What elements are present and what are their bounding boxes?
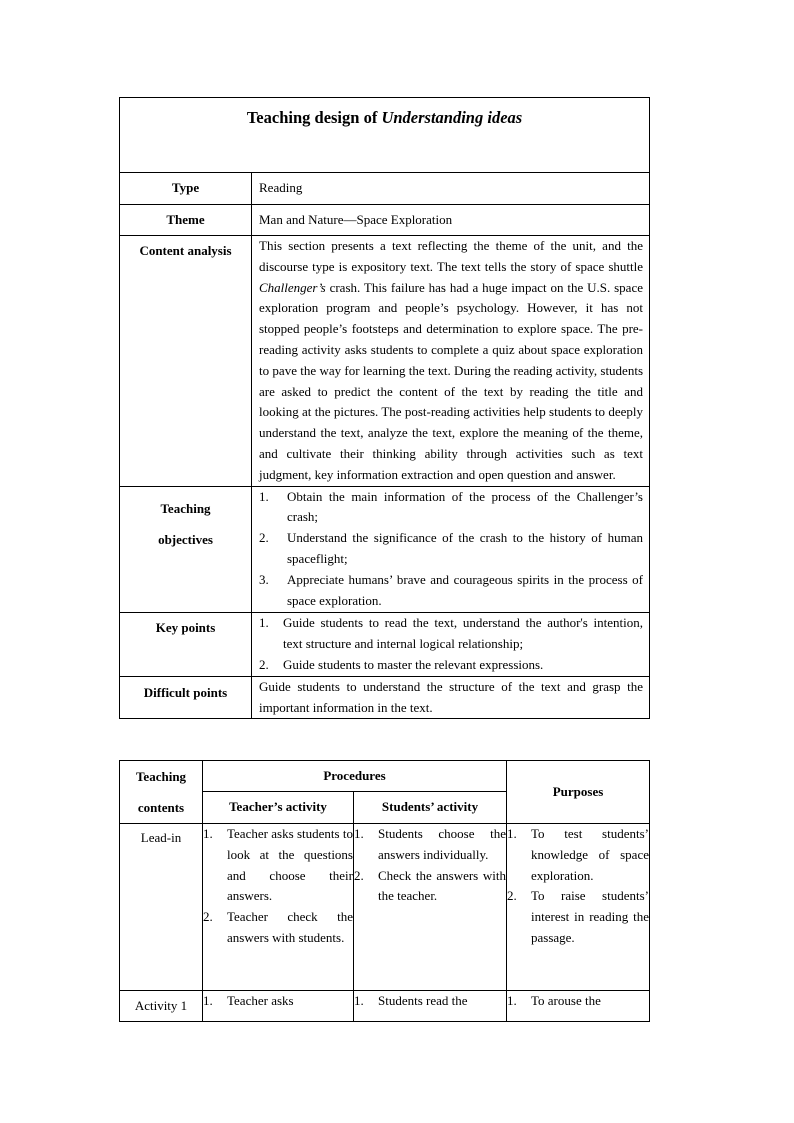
difficult-points-value: Guide students to understand the structure of the text and grasp the important information in the text. bbox=[252, 676, 650, 719]
theme-label: Theme bbox=[120, 205, 252, 236]
type-value: Reading bbox=[252, 173, 650, 205]
list-item: 2. Check the answers with the teacher. bbox=[354, 867, 506, 904]
lead-in-purposes bbox=[507, 824, 650, 991]
activity-1-label: Activity 1 bbox=[120, 991, 203, 1022]
list-item: 1. Students read the bbox=[354, 993, 468, 1008]
title-italic: Understanding ideas bbox=[381, 108, 523, 127]
content-part-2: crash. This failure has had a huge impact on the U.S. space exploration program and people’s psychology. However, it has not stopped people’s footsteps and determination to explore space. The pre-reading activity asks students to complete a quiz about space exploration to pave the way for learning the text. During the reading activity, students are asked to predict the content of the text by reading the title and looking at the pictures. The post-reading activities help students to deeply understand the text, analyze the text, explore the meaning of the theme, and cultivate their thinking ability through activities such as text judgment, key information extraction and open question and answer. bbox=[259, 279, 643, 482]
purposes-header: Purposes bbox=[507, 761, 650, 824]
content-analysis-label: Content analysis bbox=[120, 236, 252, 487]
list-item: 1. Teacher asks bbox=[203, 993, 294, 1008]
lead-in-teacher bbox=[203, 824, 354, 991]
content-analysis-row bbox=[120, 236, 650, 487]
key-points-row bbox=[120, 613, 650, 676]
list-item: 1. To test students’ knowledge of space exploration. bbox=[507, 826, 649, 883]
objectives-list bbox=[259, 487, 643, 612]
difficult-points-label: Difficult points bbox=[120, 676, 252, 719]
key-points-list bbox=[259, 613, 643, 675]
content-part-1: This section presents a text reflecting the theme of the unit, and the discourse type is expository text. The text tells the story of space shuttle bbox=[259, 238, 643, 274]
activity-1-students bbox=[354, 991, 507, 1022]
list-item: 1. Obtain the main information of the process of the Challenger’s crash; bbox=[259, 488, 643, 525]
lead-in-row bbox=[120, 824, 650, 991]
teaching-contents-header: Teaching contents bbox=[120, 761, 203, 824]
teacher-activity-header: Teacher’s activity bbox=[203, 792, 354, 824]
title-prefix: Teaching design of bbox=[246, 108, 382, 127]
content-italic: Challenger’s bbox=[259, 279, 326, 295]
type-row bbox=[120, 173, 650, 205]
list-item: 1. Teacher asks students to look at the questions and choose their answers. bbox=[203, 826, 353, 904]
lead-in-students bbox=[354, 824, 507, 991]
activity-1-purposes bbox=[507, 991, 650, 1022]
theme-row bbox=[120, 205, 650, 236]
key-points-label: Key points bbox=[120, 613, 252, 676]
title-row bbox=[120, 98, 650, 173]
content-analysis-text bbox=[252, 236, 650, 487]
list-item: 1. To arouse the bbox=[507, 993, 601, 1008]
list-item: 2. Teacher check the answers with students. bbox=[203, 909, 353, 945]
procedures-table bbox=[119, 760, 650, 1022]
key-points-cell bbox=[252, 613, 650, 676]
difficult-points-row bbox=[120, 676, 650, 719]
header-row-1 bbox=[120, 761, 650, 792]
list-item: 1. Guide students to read the text, understand the author's intention, text structure and internal logical relationship; bbox=[259, 615, 643, 652]
list-item: 3. Appreciate humans’ brave and courageous spirits in the process of space exploration. bbox=[259, 571, 643, 608]
list-item: 1. Students choose the answers individually. bbox=[354, 826, 506, 862]
objectives-label bbox=[120, 486, 252, 613]
objectives-label-line1: Teaching bbox=[160, 500, 211, 516]
objectives-list-cell bbox=[252, 486, 650, 613]
activity-1-teacher bbox=[203, 991, 354, 1022]
theme-value: Man and Nature—Space Exploration bbox=[252, 205, 650, 236]
lead-in-label: Lead-in bbox=[120, 824, 203, 991]
type-label: Type bbox=[120, 173, 252, 205]
page-title bbox=[120, 98, 650, 173]
students-activity-header: Students’ activity bbox=[354, 792, 507, 824]
list-item: 2. Guide students to master the relevant expressions. bbox=[259, 656, 544, 672]
list-item: 2. To raise students’ interest in reading the passage. bbox=[507, 888, 649, 945]
objectives-label-line2: objectives bbox=[158, 531, 213, 547]
objectives-row bbox=[120, 486, 650, 613]
list-item: 2. Understand the significance of the crash to the history of human spaceflight; bbox=[259, 530, 643, 566]
procedures-header: Procedures bbox=[203, 761, 507, 792]
teaching-design-table bbox=[119, 97, 650, 719]
activity-1-row bbox=[120, 991, 650, 1022]
